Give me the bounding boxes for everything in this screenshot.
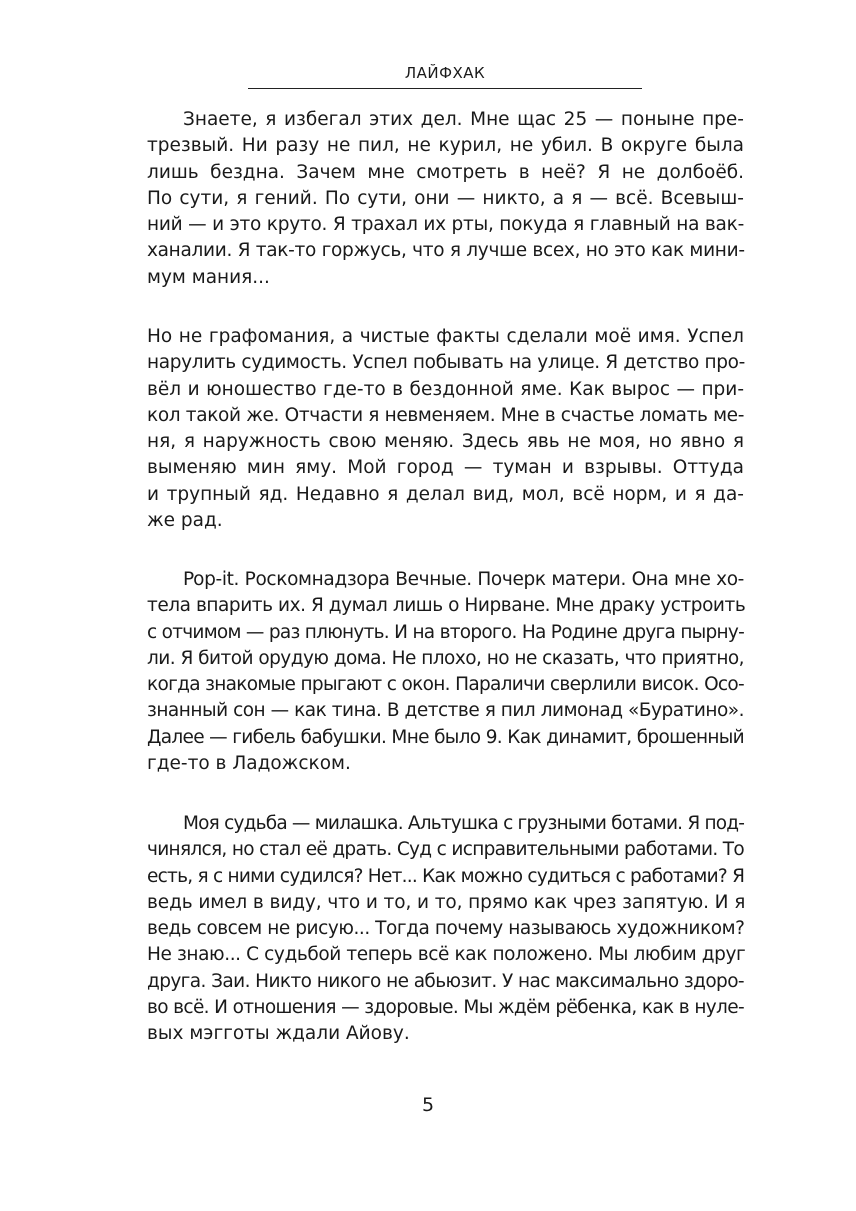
paragraph-line: Далее — гибель бабушки. Мне было 9. Как динамит, брошенный xyxy=(147,726,744,748)
paragraph-line: Pop-it. Роскомнадзора Вечные. Почерк матери. Она мне хо- xyxy=(183,569,744,590)
paragraph-line: ня, я наружность свою меняю. Здесь явь не моя, но явно я xyxy=(147,431,744,453)
paragraph-3 xyxy=(147,567,744,777)
paragraph-line: трезвый. Ни разу не пил, не курил, не убил. В округе была xyxy=(147,135,744,157)
paragraph-line: Знаете, я избегал этих дел. Мне щас 25 — поныне пре- xyxy=(183,109,744,130)
paragraph-line: тела впарить их. Я думал лишь о Нирване. Мне драку устроить xyxy=(147,595,746,617)
paragraph-line: вых мэгготы ждали Айову. xyxy=(147,1023,410,1045)
paragraph-line: вёл и юношество где-то в бездонной яме. Как вырос — при- xyxy=(147,378,744,400)
paragraph-line: во всё. И отношения — здоровые. Мы ждём рёбенка, как в нуле- xyxy=(147,997,744,1019)
page-number: 5 xyxy=(421,1094,435,1116)
paragraph-line: нарулить судимость. Успел побывать на улице. Я детство про- xyxy=(147,352,745,374)
paragraph-line: друга. Заи. Никто никого не абьюзит. У нас максимально здоро- xyxy=(147,970,744,992)
paragraph-line: ведь совсем не рисую... Тогда почему называюсь художником? xyxy=(147,918,745,940)
paragraph-line: есть, я с ними судился? Нет... Как можно судиться с работами? Я xyxy=(147,865,745,887)
paragraph-line: когда знакомые прыгают с окон. Параличи сверлили висок. Осо- xyxy=(147,674,744,696)
paragraph-line: Не знаю... С судьбой теперь всё как положено. Мы любим друг xyxy=(147,944,746,966)
paragraph-line: Но не графомания, а чистые факты сделали моё имя. Успел xyxy=(147,326,744,347)
paragraph-line: знанный сон — как тина. В детстве я пил лимонад «Буратино». xyxy=(147,700,744,722)
paragraph-line: ведь имел в виду, что и то, и то, прямо как чрез запятую. И я xyxy=(147,891,746,913)
paragraph-line: ли. Я битой орудую дома. Не плохо, но не сказать, что приятно, xyxy=(147,647,744,669)
paragraph-line: где-то в Ладожском. xyxy=(147,753,351,775)
paragraph-line: выменяю мин яму. Мой город — туман и взрывы. Оттуда xyxy=(147,457,744,479)
running-head: ЛАЙФХАК xyxy=(248,64,642,89)
paragraph-line: с отчимом — раз плюнуть. И на второго. На Родине друга пырну- xyxy=(147,621,744,643)
paragraph-line: мум мания... xyxy=(147,266,270,288)
paragraph-line: чинялся, но стал её драть. Суд с исправительными работами. То xyxy=(147,839,744,861)
paragraph-line: ханалии. Я так-то горжусь, что я лучше всех, но это как мини- xyxy=(147,240,745,262)
paragraph-line: и трупный яд. Недавно я делал вид, мол, всё норм, и я да- xyxy=(147,483,744,505)
paragraph-line: ний — и это круто. Я трахал их рты, покуда я главный на вак- xyxy=(147,214,744,236)
paragraph-2 xyxy=(147,324,744,534)
paragraph-line: кол такой же. Отчасти я невменяем. Мне в счастье ломать ме- xyxy=(147,404,745,426)
paragraph-line: же рад. xyxy=(147,510,223,532)
paragraph-4 xyxy=(147,811,744,1048)
paragraph-1 xyxy=(147,107,744,291)
paragraph-line: лишь бездна. Зачем мне смотреть в неё? Я не долбоёб. xyxy=(147,161,744,183)
paragraph-line: По сути, я гений. По сути, они — никто, а я — всё. Всевыш- xyxy=(147,187,744,209)
paragraph-line: Моя судьба — милашка. Альтушка с грузными ботами. Я под- xyxy=(183,813,745,834)
